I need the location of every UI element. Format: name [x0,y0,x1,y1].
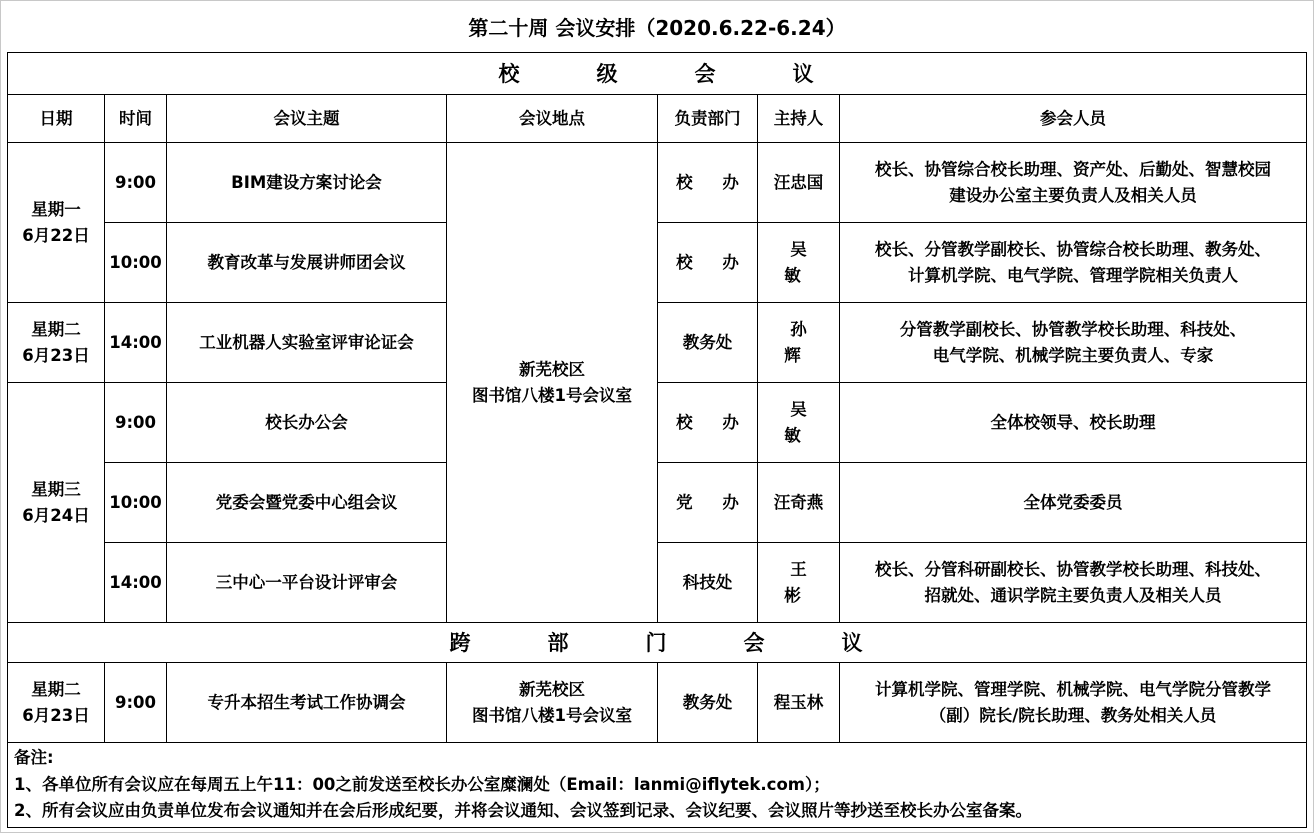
time-cell: 9:00 [105,663,167,743]
location-room: 图书馆八楼1号会议室 [472,385,632,405]
notes-line-2: 2、所有会议应由负责单位发布会议通知并在会后形成纪要，并将会议通知、会议签到记录、会议纪要、会议照片等抄送至校长办公室备案。 [14,801,1032,820]
topic-cell: 党委会暨党委中心组会议 [167,463,447,543]
table-row [8,463,1307,543]
weekday-label: 星期一 [31,199,81,219]
header-date: 日期 [8,95,105,143]
date-cell [8,663,105,743]
host-cell: 吴 敏 [758,223,840,303]
topic-cell: BIM建设方案讨论会 [167,143,447,223]
topic-cell: 教育改革与发展讲师团会议 [167,223,447,303]
topic-cell: 校长办公会 [167,383,447,463]
dept-cell: 科技处 [658,543,758,623]
location-room: 图书馆八楼1号会议室 [472,705,632,725]
location-campus: 新芜校区 [519,359,585,379]
host-cell: 程玉林 [758,663,840,743]
header-attendees: 参会人员 [840,95,1307,143]
weekday-label: 星期二 [31,319,81,339]
location-cell [447,143,658,623]
date-cell [8,143,105,303]
table-row [8,663,1307,743]
table-row [8,543,1307,623]
notes-row [8,743,1307,828]
location-campus: 新芜校区 [519,679,585,699]
header-row [8,95,1307,143]
section-school-title: 校 级 会 议 [8,53,1307,95]
host-cell: 汪忠国 [758,143,840,223]
attendees-cell: 全体党委委员 [840,463,1307,543]
table-row [8,223,1307,303]
topic-cell: 工业机器人实验室评审论证会 [167,303,447,383]
dept-cell: 校 办 [658,143,758,223]
date-cell [8,303,105,383]
notes-line-1: 1、各单位所有会议应在每周五上午11：00之前发送至校长办公室糜澜处（Email：lanmi@iflytek.com）； [14,774,830,794]
header-location: 会议地点 [447,95,658,143]
weekday-label: 星期二 [31,679,81,699]
time-cell: 14:00 [105,543,167,623]
topic-cell: 专升本招生考试工作协调会 [167,663,447,743]
location-cell [447,663,658,743]
dept-cell: 校 办 [658,223,758,303]
date-label: 6月23日 [22,705,90,725]
table-row [8,303,1307,383]
date-cell [8,383,105,623]
page-title: 第二十周 会议安排（2020.6.22-6.24） [468,15,846,40]
dept-cell: 教务处 [658,303,758,383]
meeting-schedule-table [7,52,1307,828]
time-cell: 14:00 [105,303,167,383]
host-cell: 王 彬 [758,543,840,623]
weekday-label: 星期三 [31,479,81,499]
topic-cell: 三中心一平台设计评审会 [167,543,447,623]
attendees-cell: 校长、协管综合校长助理、资产处、后勤处、智慧校园 建设办公室主要负责人及相关人员 [840,143,1307,223]
header-dept: 负责部门 [658,95,758,143]
host-cell: 汪奇燕 [758,463,840,543]
section-row-cross [8,623,1307,663]
header-time: 时间 [105,95,167,143]
header-topic: 会议主题 [167,95,447,143]
dept-cell: 教务处 [658,663,758,743]
attendees-cell: 计算机学院、管理学院、机械学院、电气学院分管教学 （副）院长/院长助理、教务处相关人员 [840,663,1307,743]
dept-cell: 党 办 [658,463,758,543]
notes-label: 备注: [14,748,54,767]
host-cell: 孙 辉 [758,303,840,383]
date-label: 6月22日 [22,225,90,245]
attendees-cell: 校长、分管科研副校长、协管教学校长助理、科技处、 招就处、通识学院主要负责人及相关人员 [840,543,1307,623]
host-cell: 吴 敏 [758,383,840,463]
dept-cell: 校 办 [658,383,758,463]
section-cross-title: 跨 部 门 会 议 [8,623,1307,663]
time-cell: 9:00 [105,143,167,223]
table-row [8,383,1307,463]
date-label: 6月24日 [22,505,90,525]
attendees-cell: 校长、分管教学副校长、协管综合校长助理、教务处、 计算机学院、电气学院、管理学院相关负责人 [840,223,1307,303]
time-cell: 10:00 [105,463,167,543]
header-host: 主持人 [758,95,840,143]
date-label: 6月23日 [22,345,90,365]
notes-cell [8,743,1307,828]
section-row-school [8,53,1307,95]
attendees-cell: 全体校领导、校长助理 [840,383,1307,463]
time-cell: 9:00 [105,383,167,463]
attendees-cell: 分管教学副校长、协管教学校长助理、科技处、 电气学院、机械学院主要负责人、专家 [840,303,1307,383]
time-cell: 10:00 [105,223,167,303]
table-row [8,143,1307,223]
